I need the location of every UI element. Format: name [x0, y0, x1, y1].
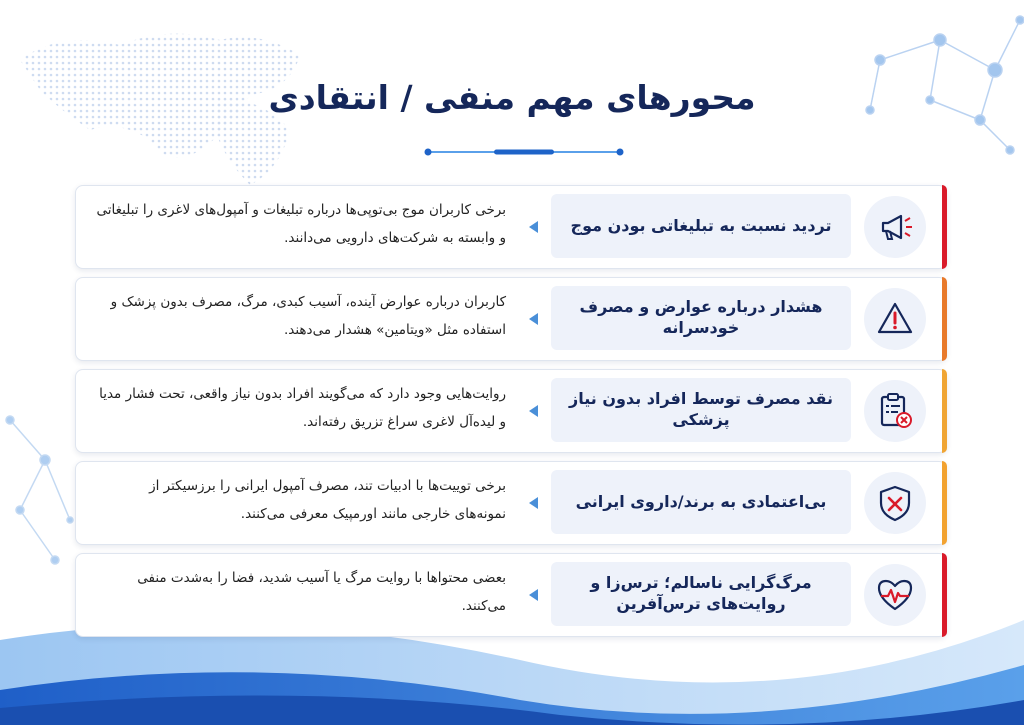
- heading-box: [551, 194, 851, 258]
- clipboard-x-icon: [875, 391, 915, 431]
- item-heading: مرگ‌گرایی ناسالم؛ ترس‌زا و روایت‌های ترس‌آفرین: [590, 573, 812, 613]
- item-heading: تردید نسبت به تبلیغاتی بودن موج: [570, 215, 832, 235]
- pointer-arrow: [529, 405, 538, 417]
- page-title: محورهای مهم منفی / انتقادی: [268, 78, 756, 117]
- item-description: برخی توییت‌ها با ادبیات تند، مصرف آمپول ایرانی را برزسیکتر از نمونه‌های خارجی مانند اورمپیک معرفی می‌کنند.: [149, 478, 506, 522]
- icon-badge: [864, 288, 926, 350]
- accent-bar: [942, 369, 947, 453]
- megaphone-icon: [875, 207, 915, 247]
- accent-bar: [942, 185, 947, 269]
- title-divider: [424, 148, 624, 156]
- accent-bar: [942, 277, 947, 361]
- item-card: [75, 461, 947, 545]
- icon-badge: [864, 380, 926, 442]
- item-card: [75, 369, 947, 453]
- warning-triangle-icon: [875, 299, 915, 339]
- pointer-arrow: [529, 589, 538, 601]
- pointer-arrow: [529, 221, 538, 233]
- item-heading: هشدار درباره عوارض و مصرف خودسرانه: [579, 297, 823, 337]
- heading-box: [551, 562, 851, 626]
- shield-x-icon: [875, 483, 915, 523]
- pointer-arrow: [529, 313, 538, 325]
- item-card: [75, 277, 947, 361]
- heading-box: [551, 286, 851, 350]
- item-heading: بی‌اعتمادی به برند/داروی ایرانی: [575, 491, 827, 511]
- icon-badge: [864, 472, 926, 534]
- icon-badge: [864, 196, 926, 258]
- heading-box: [551, 470, 851, 534]
- pointer-arrow: [529, 497, 538, 509]
- heading-box: [551, 378, 851, 442]
- item-description: کاربران درباره عوارض آینده، آسیب کبدی، مرگ، مصرف بدون پزشک و استفاده مثل «ویتامین» هشدار می‌دهند.: [110, 294, 506, 338]
- heart-pulse-icon: [875, 575, 915, 615]
- molecule-network-left: [6, 416, 73, 564]
- item-heading: نقد مصرف توسط افراد بدون نیاز پزشکی: [569, 389, 833, 429]
- item-description: برخی کاربران موج بی‌توپی‌ها درباره تبلیغات و آمپول‌های لاغری را تبلیغاتی و وابسته به شرکت‌های دارویی می‌دانند.: [96, 202, 506, 246]
- item-description: بعضی محتواها با روایت مرگ یا آسیب شدید، فضا را به‌شدت منفی می‌کنند.: [137, 570, 506, 614]
- item-description: روایت‌هایی وجود دارد که می‌گویند افراد بدون نیاز واقعی، تحت فشار مدیا و لیده‌آل لاغری سراغ تزریق رفته‌اند.: [99, 386, 506, 430]
- item-card: [75, 185, 947, 269]
- accent-bar: [942, 461, 947, 545]
- item-card: [75, 553, 947, 637]
- icon-badge: [864, 564, 926, 626]
- accent-bar: [942, 553, 947, 637]
